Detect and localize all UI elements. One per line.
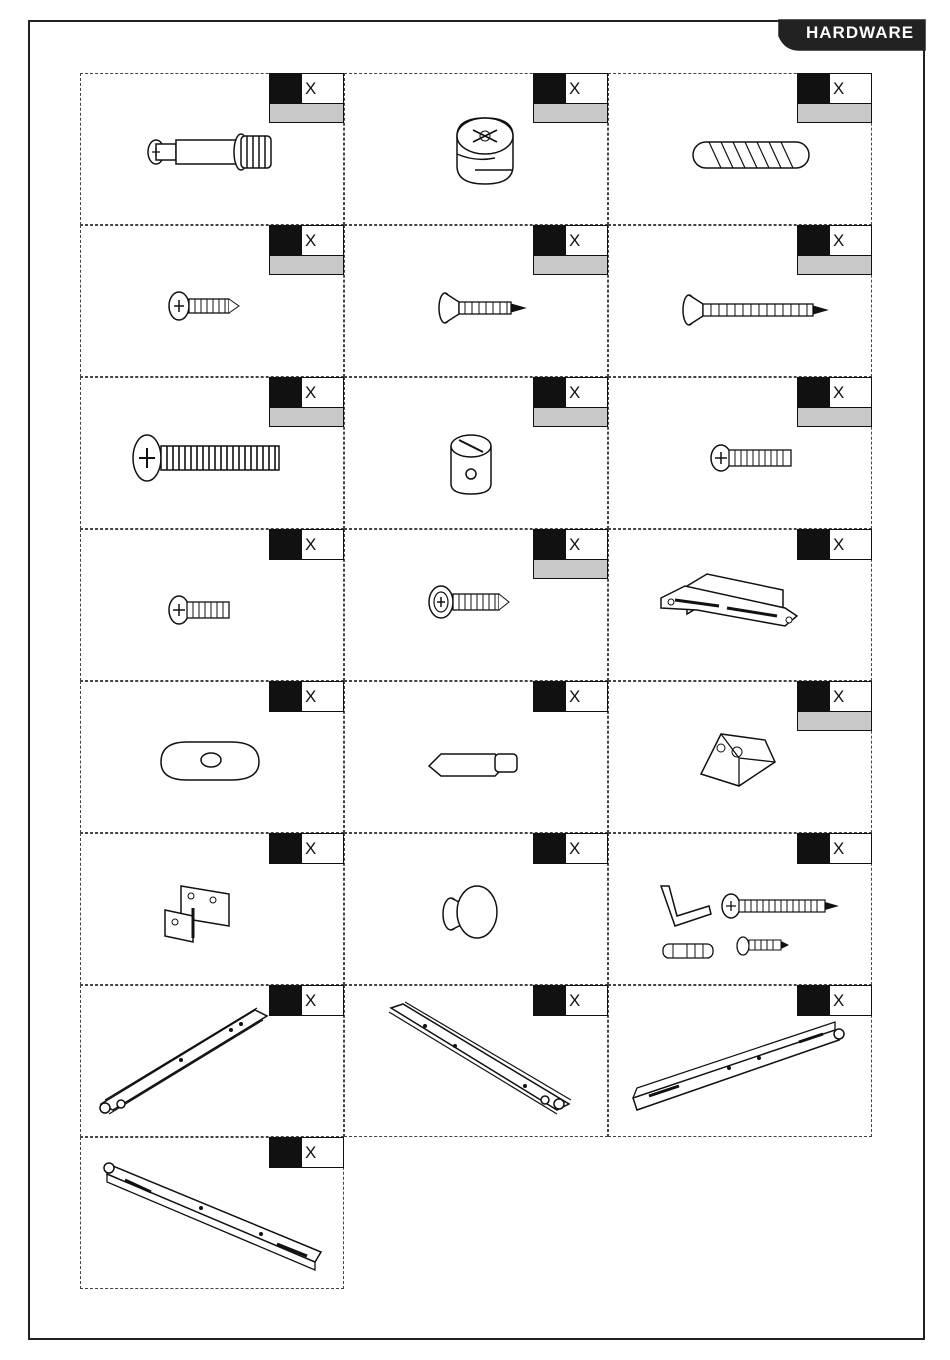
quantity-box: X bbox=[533, 225, 608, 275]
part-cell-4 bbox=[80, 225, 344, 377]
part-cell-1 bbox=[80, 73, 344, 225]
quantity-box: X bbox=[269, 833, 344, 883]
quantity-box: X bbox=[269, 681, 344, 731]
part-cell-19 bbox=[80, 985, 344, 1137]
part-cell-20 bbox=[344, 985, 608, 1137]
quantity-box: X bbox=[269, 73, 344, 123]
quantity-box: X bbox=[269, 1137, 344, 1187]
quantity-box: X bbox=[533, 377, 608, 427]
part-cell-5 bbox=[344, 225, 608, 377]
part-cell-14 bbox=[344, 681, 608, 833]
quantity-box: X bbox=[797, 681, 872, 731]
quantity-box: X bbox=[797, 985, 872, 1035]
part-cell-17 bbox=[344, 833, 608, 985]
quantity-box: X bbox=[269, 377, 344, 427]
quantity-box: X bbox=[797, 833, 872, 883]
quantity-box: X bbox=[797, 225, 872, 275]
quantity-box: X bbox=[533, 681, 608, 731]
quantity-box: X bbox=[797, 73, 872, 123]
part-cell-10 bbox=[80, 529, 344, 681]
part-cell-9 bbox=[608, 377, 872, 529]
part-cell-7 bbox=[80, 377, 344, 529]
quantity-box: X bbox=[533, 985, 608, 1035]
part-cell-3 bbox=[608, 73, 872, 225]
quantity-box: X bbox=[269, 225, 344, 275]
part-cell-22 bbox=[80, 1137, 344, 1289]
part-cell-21 bbox=[608, 985, 872, 1137]
quantity-box: X bbox=[533, 833, 608, 883]
part-cell-18 bbox=[608, 833, 872, 985]
part-cell-8 bbox=[344, 377, 608, 529]
part-cell-11 bbox=[344, 529, 608, 681]
section-title: HARDWARE bbox=[806, 23, 915, 42]
quantity-box: X bbox=[269, 985, 344, 1035]
part-cell-15 bbox=[608, 681, 872, 833]
quantity-box: X bbox=[797, 529, 872, 579]
quantity-box: X bbox=[797, 377, 872, 427]
part-cell-6 bbox=[608, 225, 872, 377]
part-cell-2 bbox=[344, 73, 608, 225]
part-cell-16 bbox=[80, 833, 344, 985]
quantity-box: X bbox=[533, 73, 608, 123]
quantity-box: X bbox=[533, 529, 608, 579]
quantity-box: X bbox=[269, 529, 344, 579]
part-cell-12 bbox=[608, 529, 872, 681]
part-cell-13 bbox=[80, 681, 344, 833]
